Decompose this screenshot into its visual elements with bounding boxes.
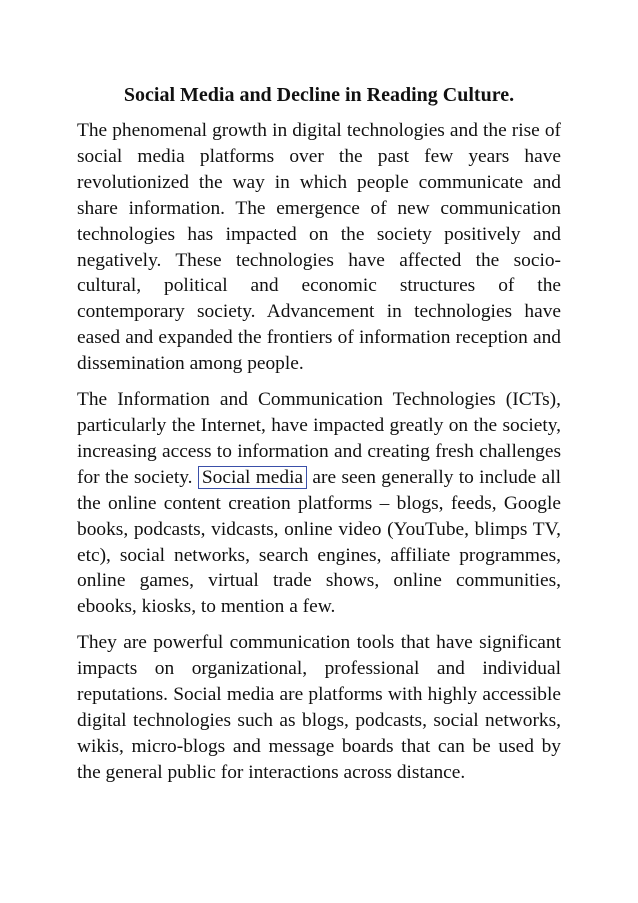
social-media-link[interactable]: Social media: [198, 466, 307, 489]
paragraph-1: The phenomenal growth in digital technologies and the rise of social media platforms over the past few years have revolutionized the way in which people communicate and share information. The emergence of new communication technologies has impacted on the society positively and negatively. These technologies have affected the socio-cultural, political and economic structures of the contemporary society. Advancement in technologies have eased and expanded the frontiers of information reception and dissemination among people.: [77, 120, 561, 375]
paragraph-2: [77, 387, 561, 620]
document-page: [77, 80, 561, 796]
paragraph-2-text-before: The Information and Communication Technologies (ICTs), particularly the Internet, have impacted greatly on the society, increasing access to information and creating fresh challenges for the society.: [77, 389, 561, 488]
paragraph-2-text-after: are seen generally to include all the online content creation platforms – blogs, feeds, Google books, podcasts, vidcasts, online video (YouTube, blimps TV, etc), social networks, search engines, affiliate programmes, online games, virtual trade shows, online communities, ebooks, kiosks, to mention a few.: [77, 466, 561, 618]
document-title: Social Media and Decline in Reading Culture.: [123, 84, 515, 106]
paragraph-3: They are powerful communication tools that have significant impacts on organizational, professional and individual reputations. Social media are platforms with highly accessible digital technologies such as blogs, podcasts, social networks, wikis, micro-blogs and message boards that can be used by the general public for interactions across distance.: [77, 632, 561, 783]
